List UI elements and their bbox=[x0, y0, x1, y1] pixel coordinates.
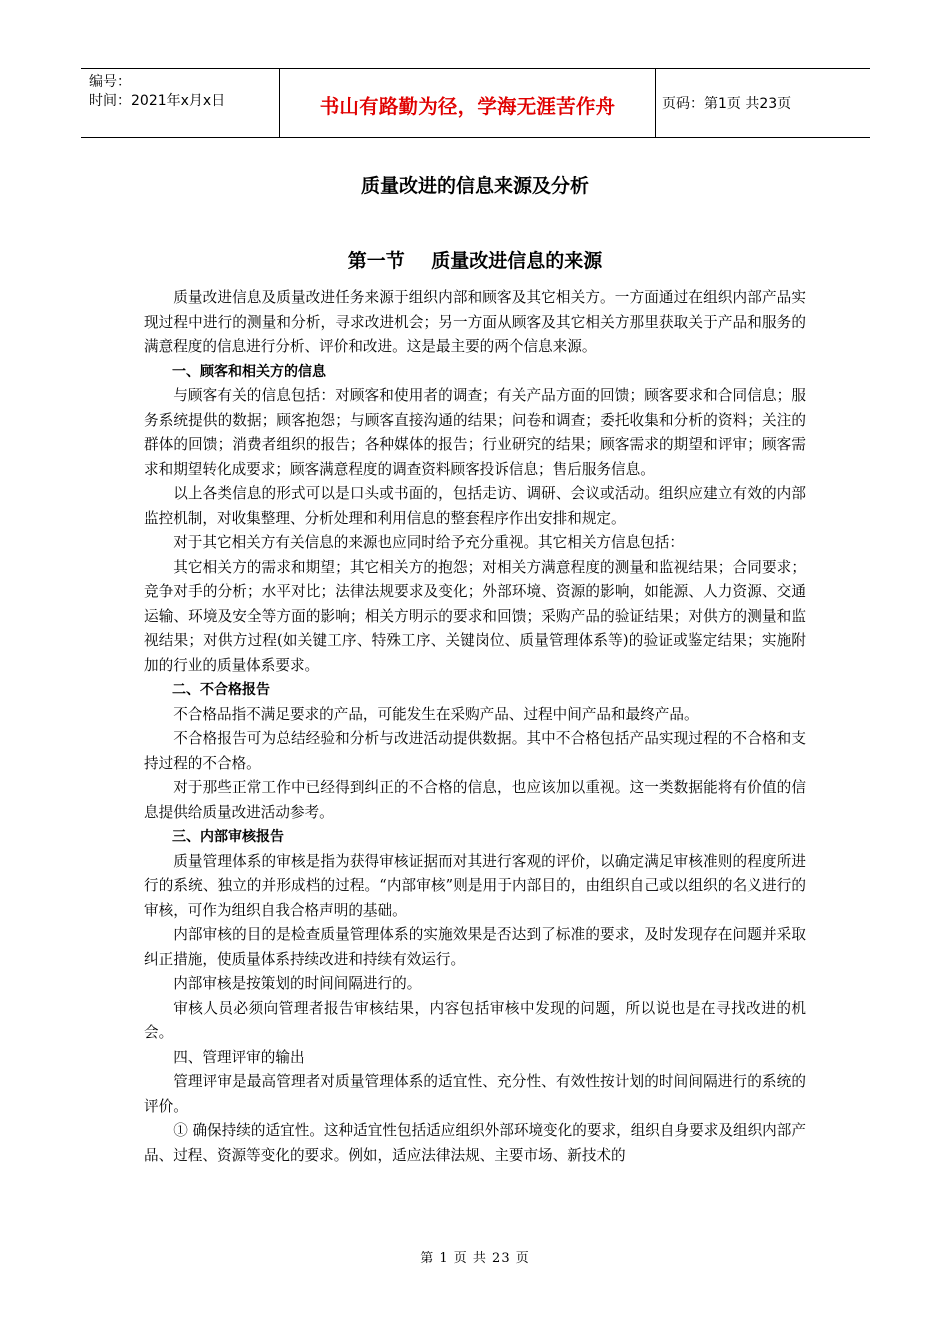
subheading-customer-info: 一、顾客和相关方的信息 bbox=[172, 363, 326, 380]
paragraph: 质量管理体系的审核是指为获得审核证据而对其进行客观的评价，以确定满足审核准则的程度所进行的系统、独立的并形成档的过程。“内部审核”则是用于内部目的，由组织自己或以组织的名义进行的审核，可作为组织自我合格声明的基础。 bbox=[144, 852, 806, 919]
paragraph: 内部审核的目的是检查质量管理体系的实施效果是否达到了标准的要求，及时发现存在问题并采取纠正措施，使质量体系持续改进和持续有效运行。 bbox=[144, 926, 806, 968]
subheading-nonconformity: 二、不合格报告 bbox=[172, 682, 270, 698]
header-table bbox=[81, 68, 870, 138]
subheading-internal-audit: 三、内部审核报告 bbox=[172, 829, 284, 845]
paragraph: 审核人员必须向管理者报告审核结果，内容包括审核中发现的问题，所以说也是在寻找改进的机会。 bbox=[144, 999, 806, 1041]
paragraph: 其它相关方的需求和期望；其它相关方的抱怨；对相关方满意程度的测量和监视结果；合同要求；竞争对手的分析；水平对比；法律法规要求及变化；外部环境、资源的影响，如能源、人力资源、交通运输、环境及安全等方面的影响；相关方明示的要求和回馈；采购产品的验证结果；对供方的测量和监视结果；对供方过程(如关键工序、特殊工序、关键岗位、质量管理体系等)的验证或鉴定结果；实施附加的行业的质量体系要求。 bbox=[144, 558, 806, 674]
page-footer: 第 1 页 共 23 页 bbox=[420, 1251, 530, 1266]
paragraph: 管理评审是最高管理者对质量管理体系的适宜性、充分性、有效性按计划的时间间隔进行的系统的评价。 bbox=[144, 1073, 806, 1115]
paragraph: 以上各类信息的形式可以是口头或书面的，包括走访、调研、会议或活动。组织应建立有效的内部监控机制，对收集整理、分析处理和利用信息的整套程序作出安排和规定。 bbox=[144, 485, 806, 527]
header-left-cell bbox=[81, 69, 280, 137]
paragraph: 不合格品指不满足要求的产品，可能发生在采购产品、过程中间产品和最终产品。 bbox=[173, 705, 699, 723]
subheading-management-review: 四、管理评审的输出 bbox=[173, 1048, 305, 1066]
paragraph: 对于那些正常工作中已经得到纠正的不合格的信息，也应该加以重视。这一类数据能将有价值的信息提供给质量改进活动参考。 bbox=[144, 779, 806, 821]
paragraph: 内部审核是按策划的时间间隔进行的。 bbox=[173, 975, 422, 992]
paragraph: 质量改进信息及质量改进任务来源于组织内部和顾客及其它相关方。一方面通过在组织内部产品实现过程中进行的测量和分析，寻求改进机会；另一方面从顾客及其它相关方那里获取关于产品和服务的满意程度的信息进行分析、评价和改进。这是最主要的两个信息来源。 bbox=[144, 289, 806, 355]
paragraph: 对于其它相关方有关信息的来源也应同时给予充分重视。其它相关方信息包括： bbox=[173, 534, 684, 551]
date-label: 时间：2021年x月x日 bbox=[89, 93, 226, 109]
section-title: 第一节 质量改进信息的来源 bbox=[347, 250, 603, 272]
document-body bbox=[144, 286, 806, 1168]
paragraph: 与顾客有关的信息包括：对顾客和使用者的调查；有关产品方面的回馈；顾客要求和合同信息；服务系统提供的数据；顾客抱怨；与顾客直接沟通的结果；问卷和调查；委托收集和分析的资料；关注的群体的回馈；消费者组织的报告；各种媒体的报告；行业研究的结果；顾客需求的期望和评审；顾客需求和期望转化成要求；顾客满意程度的调查资料顾客投诉信息；售后服务信息。 bbox=[144, 387, 806, 478]
document-title: 质量改进的信息来源及分析 bbox=[360, 175, 589, 197]
motto: 书山有路勤为径，学海无涯苦作舟 bbox=[280, 69, 656, 137]
paragraph: ① 确保持续的适宜性。这种适宜性包括适应组织外部环境变化的要求，组织自身要求及组织内部产品、过程、资源等变化的要求。例如，适应法律法规、主要市场、新技术的 bbox=[144, 1122, 806, 1164]
paragraph: 不合格报告可为总结经验和分析与改进活动提供数据。其中不合格包括产品实现过程的不合格和支持过程的不合格。 bbox=[144, 730, 806, 772]
number-label: 编号： bbox=[89, 74, 131, 90]
page-info: 页码：第1页 共23页 bbox=[662, 96, 792, 112]
